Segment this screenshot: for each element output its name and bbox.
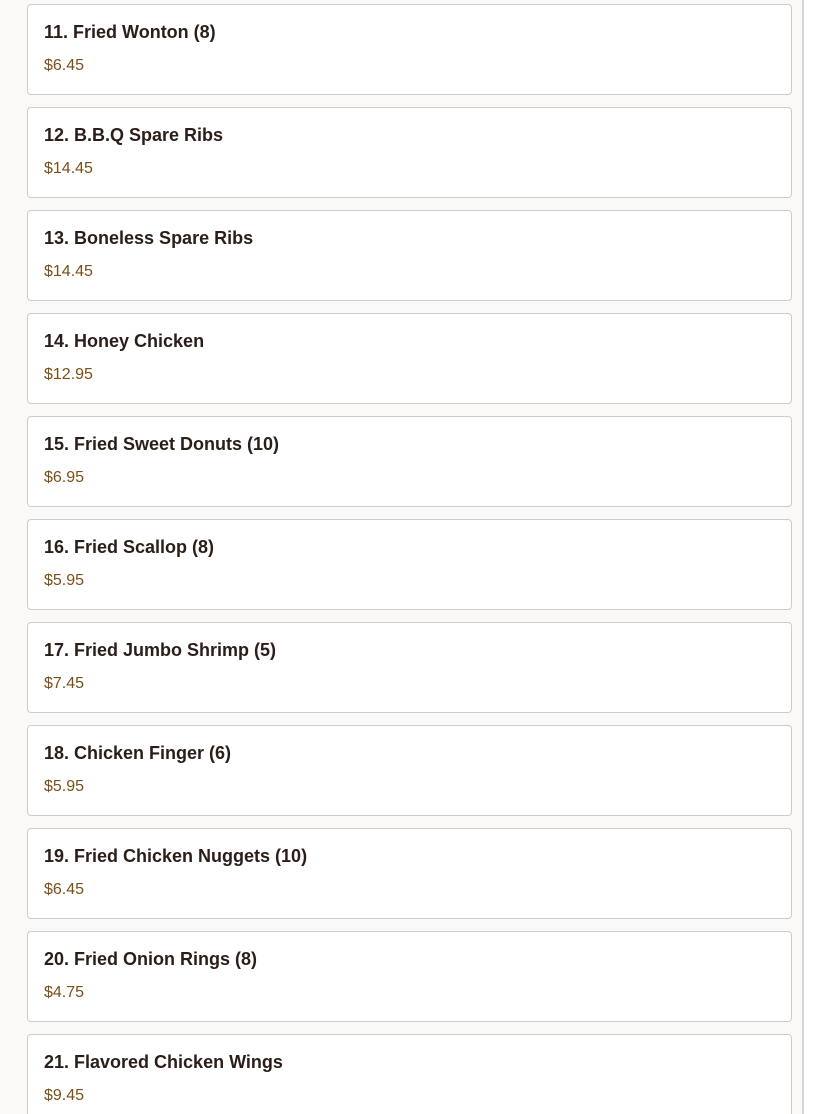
menu-item-price: $7.45: [44, 675, 85, 692]
menu-item-card[interactable]: [27, 1034, 792, 1114]
menu-item-name: 17. Fried Jumbo Shrimp (5): [44, 640, 277, 660]
menu-item-name: 21. Flavored Chicken Wings: [44, 1052, 283, 1072]
menu-item-card[interactable]: [27, 725, 792, 816]
menu-item-price: $14.45: [44, 160, 93, 177]
menu-item-name: 18. Chicken Finger (6): [44, 743, 232, 763]
menu-item-list: [27, 4, 792, 1114]
menu-item-price: $12.95: [44, 366, 93, 383]
menu-item-name: 12. B.B.Q Spare Ribs: [44, 125, 224, 145]
menu-item-name: 11. Fried Wonton (8): [44, 22, 216, 42]
menu-item-card[interactable]: [27, 622, 792, 713]
menu-item-card[interactable]: [27, 416, 792, 507]
menu-item-card[interactable]: [27, 931, 792, 1022]
menu-item-card[interactable]: [27, 828, 792, 919]
menu-item-card[interactable]: [27, 313, 792, 404]
menu-item-name: 13. Boneless Spare Ribs: [44, 228, 254, 248]
menu-item-name: 14. Honey Chicken: [44, 331, 205, 351]
menu-item-price: $9.45: [44, 1087, 85, 1104]
menu-item-price: $14.45: [44, 263, 93, 280]
menu-item-name: 20. Fried Onion Rings (8): [44, 949, 258, 969]
menu-item-price: $6.45: [44, 57, 85, 74]
menu-item-price: $6.95: [44, 469, 85, 486]
menu-item-price: $4.75: [44, 984, 85, 1001]
menu-item-card[interactable]: [27, 4, 792, 95]
menu-item-name: 15. Fried Sweet Donuts (10): [44, 434, 280, 454]
menu-item-name: 19. Fried Chicken Nuggets (10): [44, 846, 308, 866]
menu-item-card[interactable]: [27, 107, 792, 198]
menu-item-price: $5.95: [44, 778, 85, 795]
side-panel-edge: [804, 0, 824, 1114]
menu-item-card[interactable]: [27, 519, 792, 610]
menu-item-name: 16. Fried Scallop (8): [44, 537, 215, 557]
menu-item-price: $6.45: [44, 881, 85, 898]
menu-item-card[interactable]: [27, 210, 792, 301]
menu-item-price: $5.95: [44, 572, 85, 589]
